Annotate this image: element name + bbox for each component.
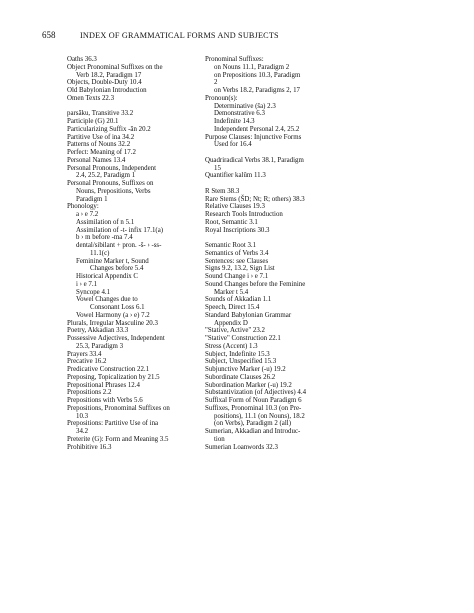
page-number: 658	[42, 30, 56, 40]
index-entry: 25.3, Paradigm 3	[76, 342, 124, 350]
index-entry: Assimilation of n 5.1	[76, 218, 135, 226]
index-entry: parsāku, Transitive 33.2	[67, 110, 134, 118]
index-entry: Independent Personal 2.4, 25.2	[214, 125, 300, 133]
index-entry: Patterns of Nouns 32.2	[67, 141, 131, 149]
index-entry: Preposing, Topicalization by 21.5	[67, 373, 160, 381]
index-entry: Speech, Direct 15.4	[205, 304, 260, 311]
index-entry: Precative 16.2	[67, 358, 107, 366]
index-entry: Prepositional Phrases 12.4	[67, 381, 140, 389]
index-entry: Personal Pronouns, Independent	[67, 164, 156, 172]
index-entry: 15	[214, 164, 221, 172]
index-entry: Royal Inscriptions 30.3	[205, 226, 270, 234]
index-entry: Old Babylonian Introduction	[67, 87, 147, 94]
index-entry: 11.1(c)	[90, 249, 110, 257]
index-entry: Stress (Accent) 1.3	[205, 342, 258, 350]
index-entry: Demonstrative 6.3	[214, 110, 265, 118]
index-entry: Quantifier kalûm 11.3	[205, 172, 266, 180]
index-entry: Research Tools Introduction	[205, 211, 283, 218]
index-entry: Phonology:	[67, 203, 99, 211]
index-entry: 34.2	[76, 428, 89, 435]
index-entry: b › m before -ma 7.4	[76, 234, 133, 242]
index-entry: Personal Pronouns, Suffixes on	[67, 180, 154, 187]
index-entry: Predicative Construction 22.1	[67, 366, 150, 373]
index-entry: positions), 11.1 (on Nouns), 18.2	[214, 412, 305, 420]
index-entry: Object Pronominal Suffixes on the	[67, 63, 163, 71]
index-entry: Indefinite 14.3	[214, 118, 255, 125]
index-entry: on Verbs 18.2, Paradigms 2, 17	[214, 87, 301, 94]
index-gap	[205, 149, 375, 157]
index-entry: Particularizing Suffix -ān 20.2	[67, 125, 151, 133]
index-entry: Substantivization (of Adjectives) 4.4	[205, 389, 307, 397]
index-entry: Prepositions with Verbs 5.6	[67, 397, 143, 404]
index-entry: Objects, Double-Duty 10.4	[67, 79, 142, 87]
index-entry: Feminine Marker t, Sound	[76, 257, 149, 265]
index-entry: R Stem 38.3	[205, 187, 240, 195]
index-column-right	[205, 56, 375, 451]
index-entry: Subjunctive Marker (-u) 19.2	[205, 366, 286, 373]
index-entry: Sumerian Loanwords 32.3	[205, 443, 278, 451]
index-entry: Sound Change i › e 7.1	[205, 273, 269, 280]
index-entry: Sentences: see Clauses	[205, 257, 269, 265]
index-entry: Perfect: Meaning of 17.2	[67, 149, 136, 156]
index-entry: Suffixal Form of Noun Paradigm 6	[205, 397, 302, 404]
index-entry: Determinative (ša) 2.3	[214, 102, 276, 110]
index-entry: Personal Names 13.4	[67, 156, 126, 164]
index-entry: Marker t 5.4	[214, 288, 249, 296]
index-entry: Vowel Changes due to	[76, 296, 138, 304]
index-entry: Appendix D	[214, 319, 248, 327]
index-entry: Syncope 4.1	[76, 288, 111, 296]
index-entry: 10.3	[76, 412, 89, 420]
index-gap	[67, 103, 217, 111]
index-entry: 2	[214, 79, 218, 87]
index-entry: Omen Texts 22.3	[67, 94, 115, 102]
index-entry: Prepositions 2.2	[67, 389, 112, 397]
index-entry: Standard Babylonian Grammar	[205, 311, 292, 319]
index-entry: Suffixes, Pronominal 10.3 (on Pre-	[205, 404, 302, 412]
index-entry: Consonant Loss 6.1	[90, 304, 145, 311]
index-entry: Oaths 36.3	[67, 56, 97, 63]
index-entry: Historical Appendix C	[76, 273, 139, 280]
index-entry: "Stative" Construction 22.1	[205, 335, 281, 342]
index-gap	[205, 180, 375, 188]
index-entry: Subject, Unspecified 15.3	[205, 358, 277, 366]
index-entry: Semantic Root 3.1	[205, 242, 257, 249]
index-entry: a › e 7.2	[76, 211, 99, 218]
index-entry: Possessive Adjectives, Independent	[67, 335, 165, 342]
index-entry: Quadriradical Verbs 38.1, Paradigm	[205, 156, 304, 164]
index-entry: Verb 18.2, Paradigm 17	[76, 71, 142, 79]
index-entry: Used for 16.4	[214, 141, 252, 149]
index-entry: Rare Stems (ŠD; Nt; R; others) 38.3	[205, 195, 305, 203]
index-entry: (on Verbs), Paradigm 2 (all)	[214, 420, 291, 428]
index-entry: Participle (G) 20.1	[67, 118, 119, 125]
index-entry: on Prepositions 10.3, Paradigm	[214, 71, 301, 79]
index-entry: Prepositions: Partitive Use of ina	[67, 420, 159, 428]
index-entry: Prepositions, Pronominal Suffixes on	[67, 404, 170, 412]
index-entry: Prayers 33.4	[67, 350, 102, 358]
index-entry: Subject, Indefinite 15.3	[205, 350, 270, 358]
index-entry: dental/sibilant + pron. -š- › -ss-	[76, 242, 162, 249]
index-entry: Sounds of Akkadian 1.1	[205, 296, 272, 304]
index-entry: Subordinate Clauses 26.2	[205, 373, 276, 381]
index-gap	[205, 234, 375, 242]
index-entry: Subordination Marker (-u) 19.2	[205, 381, 292, 389]
index-entry: Poetry, Akkadian 33.3	[67, 327, 129, 335]
index-entry: i › e 7.1	[76, 280, 98, 288]
index-entry: Changes before 5.4	[90, 265, 144, 273]
index-entry: Pronominal Suffixes:	[205, 56, 264, 63]
index-entry: Root, Semantic 3.1	[205, 218, 258, 226]
index-entry: Paradigm 1	[76, 195, 108, 203]
index-entry: Signs 9.2, 13.2, Sign List	[205, 265, 275, 273]
running-title: INDEX OF GRAMMATICAL FORMS AND SUBJECTS	[80, 31, 279, 40]
index-entry: Sumerian, Akkadian and Introduc-	[205, 428, 301, 435]
index-entry: "Stative, Active" 23.2	[205, 327, 265, 335]
index-entry: 2.4, 25.2, Paradigm 1	[76, 172, 136, 180]
index-entry: Semantics of Verbs 3.4	[205, 249, 269, 257]
index-entry: Partitive Use of ina 34.2	[67, 133, 135, 141]
index-entry: Assimilation of -t- infix 17.1(a)	[76, 226, 164, 234]
index-entry: Pronoun(s):	[205, 94, 238, 102]
index-entry: Vowel Harmony (a › e) 7.2	[76, 311, 150, 319]
index-entry: Sound Changes before the Feminine	[205, 280, 306, 288]
index-entry: on Nouns 11.1, Paradigm 2	[214, 63, 290, 71]
index-entry: Nouns, Prepositions, Verbs	[76, 187, 151, 195]
index-column-left	[67, 56, 217, 451]
index-entry: Preterite (G): Form and Meaning 3.5	[67, 435, 169, 443]
index-entry: Relative Clauses 19.3	[205, 203, 265, 211]
index-entry: Prohibitive 16.3	[67, 443, 112, 451]
index-entry: Purpose Clauses: Injunctive Forms	[205, 133, 302, 141]
index-entry: tion	[214, 435, 225, 443]
index-entry: Plurals, Irregular Masculine 20.3	[67, 319, 158, 327]
